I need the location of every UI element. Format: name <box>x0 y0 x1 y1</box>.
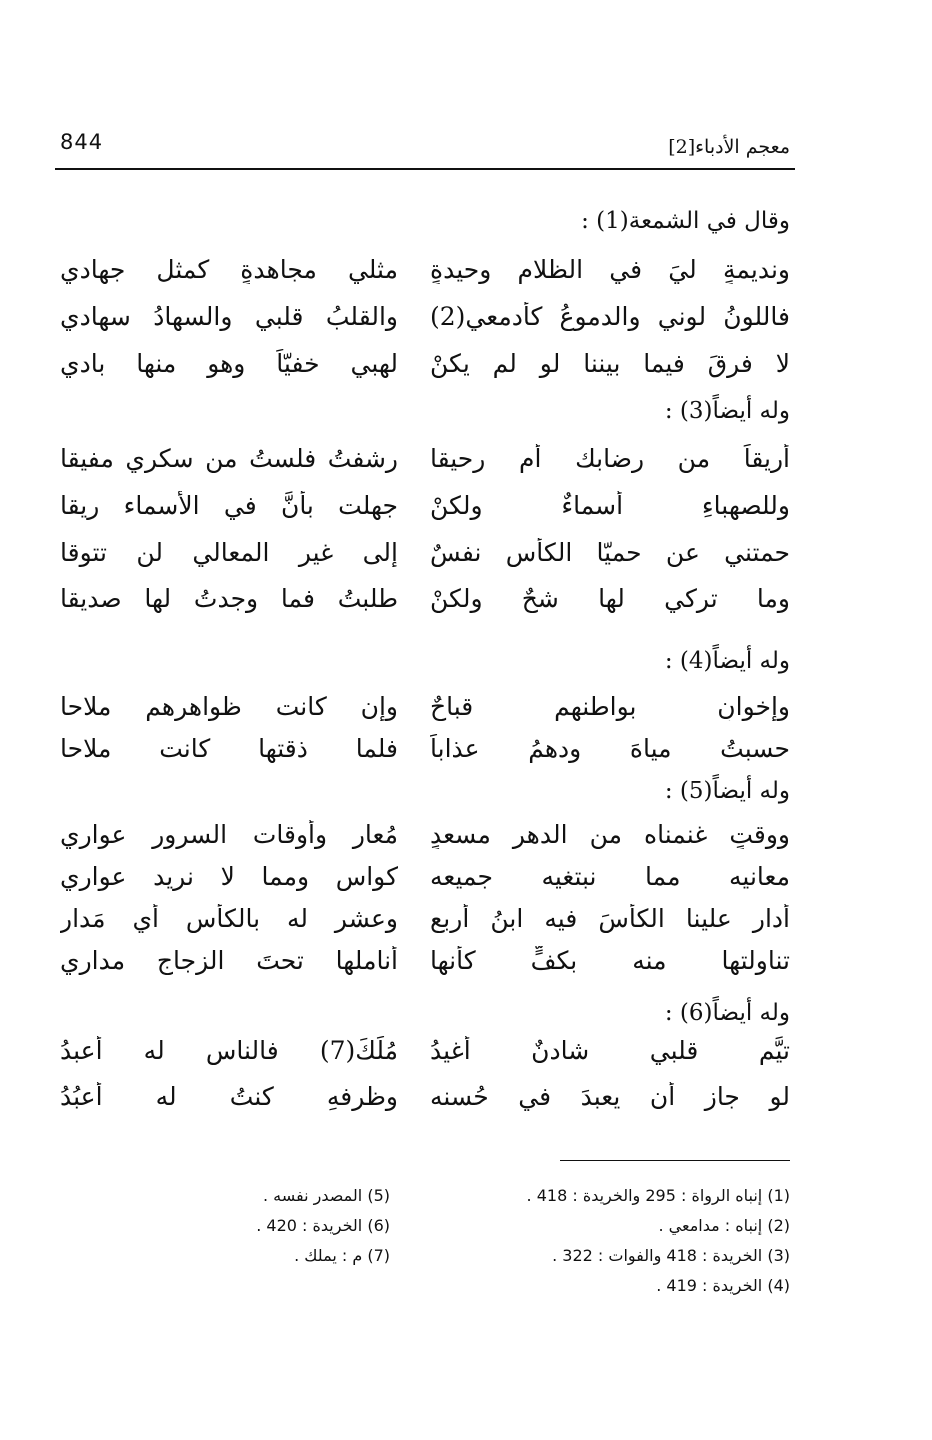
verse-second-hemistich: مثلي مجاهدةٍ كمثلِ جهادي <box>60 255 398 284</box>
header-rule <box>55 168 795 170</box>
verse-second-hemistich: وعشرٍ له بالكأس أي مَدارِ <box>60 904 398 933</box>
verse-line <box>60 862 790 902</box>
verse-line <box>60 538 790 578</box>
verse-second-hemistich: وظرفهِ كنتُ له أعبُدُ <box>60 1082 398 1111</box>
poem-intro: وله أيضاً(4) : <box>664 648 790 674</box>
verse-first-hemistich: لو جاز أن يعبدَ في حُسنه <box>430 1082 790 1111</box>
verse-second-hemistich: طلبتُ فما وجدتُ لها صديقا <box>60 584 398 613</box>
footnote: (2) إنباه : مدامعي . <box>658 1216 790 1235</box>
verse-first-hemistich: أريقاً من رضابك أم رحيقا <box>430 444 790 473</box>
verse-line <box>60 820 790 860</box>
verse-line <box>60 1036 790 1076</box>
verse-line <box>60 349 790 389</box>
footnote: (7) م : يملك . <box>294 1246 390 1265</box>
verse-first-hemistich: تناولتها منه بكفٍّ كأنها <box>430 946 790 975</box>
verse-second-hemistich: مُعارٍ وأوقات السرور عواري <box>60 820 398 849</box>
footnote: (5) المصدر نفسه . <box>263 1186 390 1205</box>
page-number: 844 <box>60 130 104 154</box>
verse-first-hemistich: وما تركي لها شحٌ ولكنْ <box>430 584 790 613</box>
verse-first-hemistich: فاللونُ لوني والدموعُ كأدمعي(2) <box>430 302 790 331</box>
footnote: (4) الخريدة : 419 . <box>656 1276 790 1295</box>
verse-first-hemistich: وإخوانٍ بواطنهم قباحٌ <box>430 692 790 721</box>
running-header-title: معجم الأدباء[2] <box>668 136 790 158</box>
verse-first-hemistich: لا فرقَ فيما بيننا لو لم يكنْ <box>430 349 790 378</box>
verse-first-hemistich: ونديمةٍ ليَ في الظلام وحيدةٍ <box>430 255 790 284</box>
verse-first-hemistich: ووقتٍ غنمناه من الدهر مسعدٍ <box>430 820 790 849</box>
verse-first-hemistich: وللصهباءِ أسماءٌ ولكنْ <box>430 491 790 520</box>
verse-second-hemistich: فلما ذقتها كانت ملاحا <box>60 734 398 763</box>
verse-first-hemistich: تيَّم قلبي شادنٌ أغيدُ <box>430 1036 790 1065</box>
verse-second-hemistich: مُلِّكَ(7) فالناس له أعبدُ <box>60 1036 398 1065</box>
verse-line <box>60 1082 790 1122</box>
verse-line <box>60 734 790 774</box>
verse-second-hemistich: لهبي خفيّاً وهو منها بادي <box>60 349 398 378</box>
footnote: (1) إنباه الرواة : 295 والخريدة : 418 . <box>526 1186 790 1205</box>
footnote: (3) الخريدة : 418 والفوات : 322 . <box>552 1246 790 1265</box>
verse-line <box>60 302 790 342</box>
poem-intro: وله أيضاً(5) : <box>664 778 790 804</box>
verse-line <box>60 584 790 624</box>
verse-second-hemistich: أناملها تحتَ الزجاج مداري <box>60 946 398 975</box>
verse-second-hemistich: كواسٍ ومما لا نريد عواري <box>60 862 398 891</box>
poem-intro: وله أيضاً(3) : <box>664 398 790 424</box>
verse-first-hemistich: حمتني عن حميّا الكأسِ نفسٌ <box>430 538 790 567</box>
verse-first-hemistich: معانيه مما نبتغيه جميعه <box>430 862 790 891</box>
poem-intro: وقال في الشمعة(1) : <box>581 208 790 234</box>
verse-line <box>60 692 790 732</box>
verse-line <box>60 904 790 944</box>
poem-intro: وله أيضاً(6) : <box>664 1000 790 1026</box>
verse-first-hemistich: حسبتُ مياهَ ودهمُ عذاباً <box>430 734 790 763</box>
verse-line <box>60 946 790 986</box>
verse-line <box>60 491 790 531</box>
footnote-rule <box>560 1160 790 1161</box>
verse-second-hemistich: وإن كانت ظواهرهم ملاحا <box>60 692 398 721</box>
verse-second-hemistich: رشفتُ فلستُ من سكري مفيقا <box>60 444 398 473</box>
verse-second-hemistich: جهلت بأنَّ في الأسماء ريقا <box>60 491 398 520</box>
verse-second-hemistich: والقلبُ قلبي والسهادُ سهادي <box>60 302 398 331</box>
verse-first-hemistich: أدار علينا الكأسَ فيه ابنُ أربع <box>430 904 790 933</box>
verse-second-hemistich: إلى غير المعالي لن تتوقا <box>60 538 398 567</box>
footnote: (6) الخريدة : 420 . <box>256 1216 390 1235</box>
verse-line <box>60 444 790 484</box>
verse-line <box>60 255 790 295</box>
